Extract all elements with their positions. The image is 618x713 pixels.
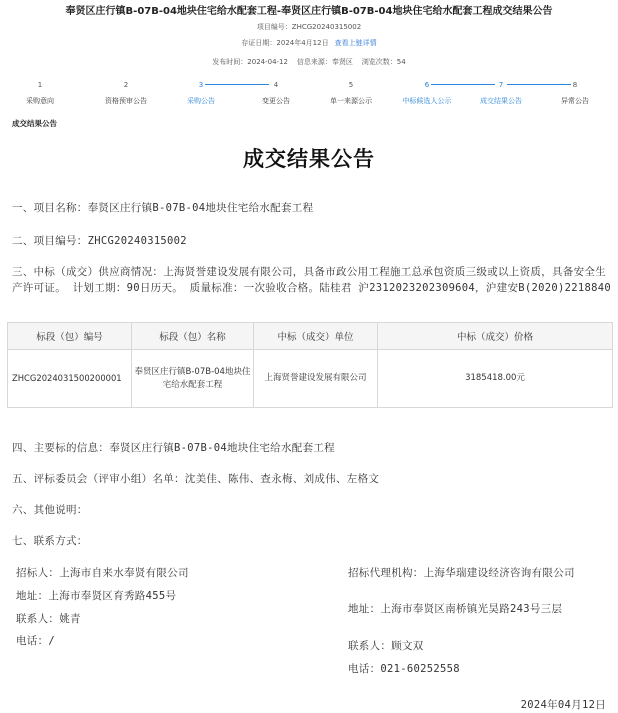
agency-contact-person: 联系人：顾文双 xyxy=(348,640,424,652)
archive-date: 存证日期：2024年4月12日 xyxy=(241,39,329,47)
column-header-lot-code: 标段（包）编号 xyxy=(8,323,132,350)
archive-line xyxy=(0,38,618,48)
step-result-notice[interactable]: 7 成交结果公告 xyxy=(480,81,522,105)
step-exception-notice[interactable]: 8 异常公告 xyxy=(561,81,589,105)
cell-lot-code: ZHCG2024031500200001 xyxy=(8,350,132,408)
column-header-lot-name: 标段（包）名称 xyxy=(132,323,254,350)
tenderer-phone: 电话：/ xyxy=(16,635,56,647)
info-source: 信息来源：奉贤区 xyxy=(296,58,353,66)
step-prequalification[interactable]: 2 资格预审公告 xyxy=(105,81,147,105)
agency-name: 招标代理机构：上海华瑞建设经济咨询有限公司 xyxy=(348,567,575,579)
tenderer-address: 地址：上海市奉贤区育秀路455号 xyxy=(16,590,177,602)
page-title: 奉贤区庄行镇B-07B-04地块住宅给水配套工程-奉贤区庄行镇B-07B-04地块住宅给水配套工程成交结果公告 xyxy=(65,6,553,17)
column-header-winner: 中标（成交）单位 xyxy=(254,323,378,350)
cell-winner: 上海贤誉建设发展有限公司 xyxy=(254,350,378,408)
agency-address: 地址：上海市奉贤区南桥镇光昊路243号三层 xyxy=(348,603,563,615)
section-committee: 五、评标委员会（评审小组）名单：沈美佳、陈伟、查永梅、刘成伟、左格文 xyxy=(12,473,380,485)
cell-price: 3185418.00元 xyxy=(378,350,613,408)
table-header-row xyxy=(8,323,613,350)
section-other-notes: 六、其他说明： xyxy=(12,504,88,516)
step-candidate-notice[interactable]: 6 中标候选人公示 xyxy=(402,81,452,105)
view-count: 浏览次数：54 xyxy=(361,58,406,66)
section-main-subject: 四、主要标的信息：奉贤区庄行镇B-07B-04地块住宅给水配套工程 xyxy=(12,442,335,454)
section-project-name: 一、项目名称：奉贤区庄行镇B-07B-04地块住宅给水配套工程 xyxy=(12,202,314,214)
step-single-source[interactable]: 5 单一来源公示 xyxy=(330,81,372,105)
section-contact: 七、联系方式： xyxy=(12,535,88,547)
step-purchase-intention[interactable]: 1 采购意向 xyxy=(26,81,54,105)
cell-lot-name: 奉贤区庄行镇B-07B-04地块住宅给水配套工程 xyxy=(132,350,254,408)
section-supplier-info: 三、中标（成交）供应商情况：上海贤誉建设发展有限公司，具备市政公用工程施工总承包资质三级或以上资质，具备安全生产许可证。 计划工期：90日历天。 质量标准：一次验收合格。陆桂君 沪2312023202309604，沪建安B(2020)2218840 xyxy=(12,266,611,294)
process-steps xyxy=(0,80,618,112)
table-row xyxy=(8,350,613,408)
tenderer-name: 招标人：上海市自来水奉贤有限公司 xyxy=(16,567,189,579)
meta-line xyxy=(0,57,618,67)
view-chain-details-link[interactable]: 查看上链详情 xyxy=(334,39,377,47)
step-procurement-notice[interactable]: 3 采购公告 xyxy=(187,81,215,105)
column-header-price: 中标（成交）价格 xyxy=(378,323,613,350)
result-table xyxy=(7,322,613,408)
tenderer-contact-person: 联系人：姚青 xyxy=(16,613,81,625)
document-title: 成交结果公告 xyxy=(243,147,375,171)
section-project-number: 二、项目编号：ZHCG20240315002 xyxy=(12,235,187,247)
agency-phone: 电话：021-60252558 xyxy=(348,663,460,675)
step-change-notice[interactable]: 4 变更公告 xyxy=(262,81,290,105)
breadcrumb: 成交结果公告 xyxy=(12,119,57,128)
publish-time: 发布时间：2024-04-12 xyxy=(212,58,288,66)
project-number: 项目编号：ZHCG20240315002 xyxy=(256,23,362,31)
sign-date: 2024年04月12日 xyxy=(520,699,606,711)
